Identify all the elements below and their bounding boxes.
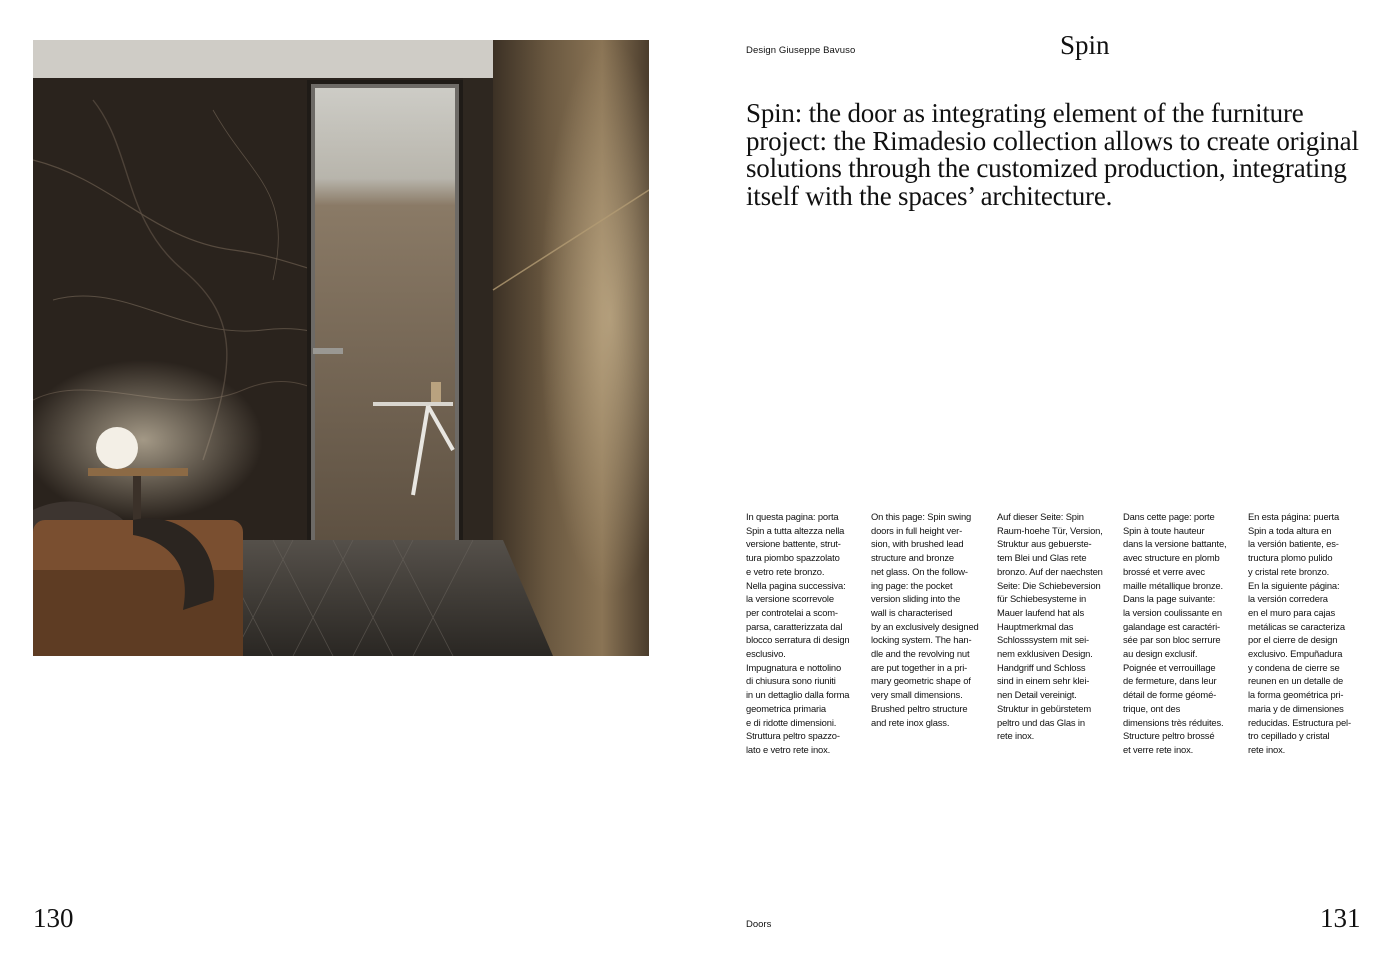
page-number-left: 130: [33, 903, 74, 933]
text-column-english: On this page: Spin swing doors in full height ver- sion, with brushed lead structure and bronze net glass. On the follow- ing page: the pocket version sliding into the wall is characterised by an exclusively designed locking system. The han- dle and the revolving nut are put together in a pri- mary geometric shape of very small dimensions. Brushed peltro structure and rete inox glass.: [871, 511, 979, 728]
section-label: Doors: [746, 919, 772, 930]
photo-illustration: [33, 40, 649, 656]
text-column-german: Auf dieser Seite: Spin Raum-hoehe Tür, Version, Struktur aus gebuerste- tem Blei und Glas rete bronzo. Auf der naechsten Seite: Die Schiebeversion für Schiebesysteme in Mauer laufend hat als Hauptmerkmal das Schlosssystem mit sei- nem exklusiven Design. Handgriff und Schloss sind in einem sehr klei- nen Detail vereinigt. Struktur in gebürstetem peltro und das Glas in rete inox.: [997, 511, 1103, 742]
headline-paragraph: Spin: the door as integrating element of the furniture project: the Rimadesio collection allows to create original solutions through the customized production, integrating itself with the spaces’ architecture.: [746, 98, 1359, 211]
text-column-french: Dans cette page: porte Spin à toute hauteur dans la versione battante, avec structure en plomb brossé et verre avec maille métallique bronze. Dans la page suivante: la version coulissante en galandage est caractéri- sée par son bloc serrure au design exclusif. Poignée et verrouillage de fermeture, dans leur détail de forme géomé- trique, ont des dimensions très réduites. Structure peltro brossé et verre rete inox.: [1123, 511, 1227, 755]
text-column-spanish: En esta página: puerta Spin a toda altura en la versión batiente, es- tructura plomo pulido y cristal rete bronzo. En la siguiente página: la versión corredera en el muro para cajas metálicas se caracteriza por el cierre de design exclusivo. Empuñadura y condena de cierre se reunen en un detalle de la forma geométrica pri- maria y de dimensiones reducidas. Estructura pel- tro cepillado y cristal rete inox.: [1248, 511, 1351, 755]
text-column-italian: In questa pagina: porta Spin a tutta altezza nella versione battente, strut- tura piombo spazzolato e vetro rete bronzo. Nella pagina successiva: la versione scorrevole per controtelai a scom- parsa, caratterizzata dal blocco serratura di design esclusivo. Impugnatura e nottolino di chiusura sono riuniti in un dettaglio dalla forma geometrica primaria e di ridotte dimensioni. Struttura peltro spazzo- lato e vetro rete inox.: [746, 511, 850, 755]
interior-photo: [33, 40, 649, 656]
designer-credit: Design Giuseppe Bavuso: [746, 45, 856, 56]
product-title: Spin: [1060, 30, 1110, 60]
page-number-right: 131: [1320, 903, 1361, 933]
multilingual-columns: [746, 510, 1366, 770]
